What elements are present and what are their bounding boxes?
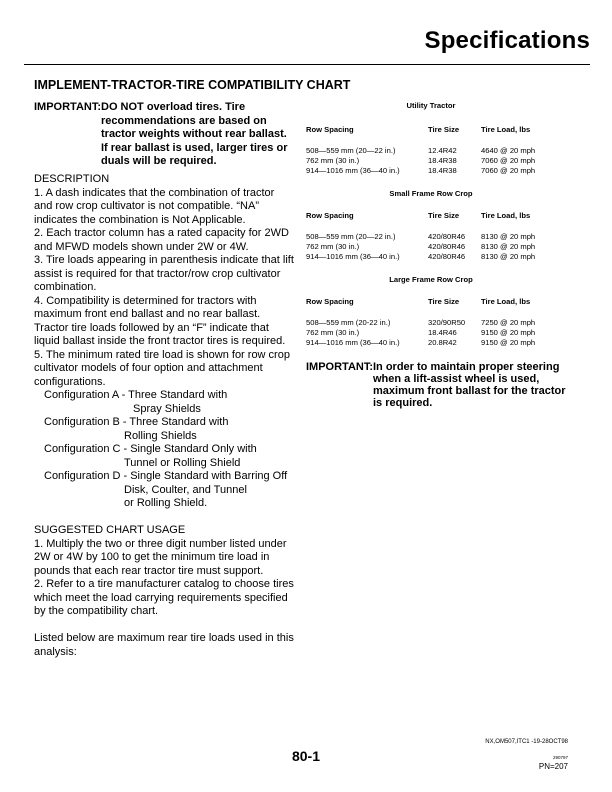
table-cell: 9150 @ 20 mph (481, 328, 536, 337)
table-cell: 9150 @ 20 mph (481, 338, 536, 347)
column-header-row-spacing: Row Spacing (306, 297, 354, 306)
left-column (34, 173, 296, 659)
column-header-tire-load: Tire Load, lbs (481, 297, 531, 306)
usage-heading: SUGGESTED CHART USAGE (34, 524, 186, 536)
table-cell: 18.4R38 (428, 166, 457, 175)
important-line: recommendations are based on (101, 114, 267, 127)
description-line: 3. Tire loads appearing in parenthesis indicate that lift (34, 254, 294, 266)
table-cell: 914—1016 mm (36—40 in.) (306, 338, 400, 347)
config-line: Spray Shields (133, 402, 201, 415)
usage-line: 2. Refer to a tire manufacturer catalog to choose tires (34, 578, 294, 590)
important-notice-steering (306, 361, 576, 409)
important-line: duals will be required. (101, 155, 217, 167)
important-notice-weights (34, 101, 296, 169)
config-line: Rolling Shields (124, 429, 197, 442)
table-cell: 914—1016 mm (36—40 in.) (306, 252, 400, 261)
column-header-row-spacing: Row Spacing (306, 125, 354, 134)
pn-number: PN=207 (538, 762, 568, 771)
description-heading: DESCRIPTION (34, 173, 110, 185)
description-line: 4. Compatibility is determined for tractors with (34, 294, 257, 307)
column-header-tire-size: Tire Size (428, 211, 460, 220)
usage-line: which meet the load carrying requirements specified (34, 591, 288, 604)
important-line: maximum front ballast for the tractor (373, 385, 566, 397)
config-line: Configuration B - Three Standard with (44, 416, 229, 428)
table-cell: 762 mm (30 in.) (306, 156, 360, 165)
important-line: is required. (373, 397, 433, 409)
config-line: Disk, Coulter, and Tunnel (124, 483, 247, 496)
table-cell: 508—559 mm (20-22 in.) (306, 318, 391, 327)
listed-below-line: analysis: (34, 645, 77, 658)
important-line: DO NOT overload tires. Tire (101, 101, 246, 113)
page-title: Specifications (424, 27, 590, 54)
description-line: liquid ballast inside the front tractor tires is required. (34, 335, 286, 347)
description-line: cultivator models of four option and attachment (34, 362, 263, 374)
description-line: and MFWD models shown under 2W or 4W. (34, 240, 249, 253)
description-line: and row crop cultivator is not compatible. “NA” (34, 200, 259, 212)
table-cell: 18.4R38 (428, 156, 457, 165)
table-cell: 4640 @ 20 mph (481, 146, 536, 155)
description-line: Tractor tire loads followed by an “F” indicate that (34, 321, 269, 334)
column-header-tire-load: Tire Load, lbs (481, 211, 531, 220)
config-line: Tunnel or Rolling Shield (124, 456, 241, 469)
config-line: Configuration C - Single Standard Only with (44, 443, 257, 455)
table-cell: 7060 @ 20 mph (481, 166, 536, 175)
column-header-tire-size: Tire Size (428, 297, 460, 306)
table-cell: 914—1016 mm (36—40 in.) (306, 166, 400, 175)
table-cell: 12.4R42 (428, 146, 457, 155)
important-line: If rear ballast is used, larger tires or (101, 141, 288, 154)
column-header-tire-size: Tire Size (428, 125, 460, 134)
table-title-small-frame: Small Frame Row Crop (389, 189, 473, 198)
description-line: 5. The minimum rated tire load is shown for row crop (34, 348, 290, 361)
description-line: 1. A dash indicates that the combination of tractor (34, 186, 275, 199)
table-cell: 762 mm (30 in.) (306, 328, 360, 337)
footer-id: 290797 (552, 755, 568, 760)
usage-line: pounds that each rear tractor tire must support. (34, 564, 264, 577)
table-title-utility-tractor: Utility Tractor (406, 101, 456, 110)
important-line: when a lift-assist wheel is used, (373, 373, 540, 385)
important-label: IMPORTANT: (306, 361, 374, 373)
column-header-tire-load: Tire Load, lbs (481, 125, 531, 134)
table-cell: 320/90R50 (428, 318, 466, 327)
usage-line: 2W or 4W by 100 to get the minimum tire load in (34, 551, 270, 563)
table-cell: 7060 @ 20 mph (481, 156, 536, 165)
configuration-c (34, 443, 296, 470)
important-line: tractor weights without rear ballast. (101, 128, 287, 140)
configuration-d (34, 470, 296, 511)
table-cell: 20.8R42 (428, 338, 457, 347)
configuration-a (34, 389, 296, 416)
important-label: IMPORTANT: (34, 101, 102, 113)
configuration-b (34, 416, 296, 443)
description-line: 2. Each tractor column has a rated capacity for 2WD (34, 227, 289, 239)
description-line: indicates the combination is Not Applicable. (34, 213, 246, 226)
description-line: maximum front end ballast and no rear ballast. (34, 308, 261, 320)
table-cell: 7250 @ 20 mph (481, 318, 536, 327)
important-line: In order to maintain proper steering (373, 361, 560, 373)
description-line: assist is required for that tractor/row crop cultivator (34, 267, 281, 280)
header-rule (24, 64, 590, 65)
table-cell: 508—559 mm (20—22 in.) (306, 146, 396, 155)
config-line: Configuration D - Single Standard with Barring Off (44, 470, 288, 482)
config-line: Configuration A - Three Standard with (44, 389, 228, 401)
description-line: configurations. (34, 375, 106, 388)
section-title: IMPLEMENT-TRACTOR-TIRE COMPATIBILITY CHART (34, 78, 351, 92)
document-code: NX,OM507,ITC1 -19-28OCT98 (485, 739, 568, 745)
usage-line: by the compatibility chart. (34, 605, 159, 617)
table-cell: 8130 @ 20 mph (481, 232, 536, 241)
table-title-large-frame: Large Frame Row Crop (389, 275, 473, 284)
usage-line: 1. Multiply the two or three digit number listed under (34, 537, 287, 550)
listed-below-line: Listed below are maximum rear tire loads used in this (34, 632, 294, 644)
table-cell: 420/80R46 (428, 252, 466, 261)
table-cell: 508—559 mm (20—22 in.) (306, 232, 396, 241)
table-cell: 18.4R46 (428, 328, 457, 337)
table-cell: 762 mm (30 in.) (306, 242, 360, 251)
column-header-row-spacing: Row Spacing (306, 211, 354, 220)
config-line: or Rolling Shield. (124, 497, 208, 509)
table-cell: 8130 @ 20 mph (481, 242, 536, 251)
table-cell: 420/80R46 (428, 232, 466, 241)
table-cell: 8130 @ 20 mph (481, 252, 536, 261)
description-line: combination. (34, 281, 97, 293)
table-cell: 420/80R46 (428, 242, 466, 251)
page-number: 80-1 (291, 748, 321, 764)
